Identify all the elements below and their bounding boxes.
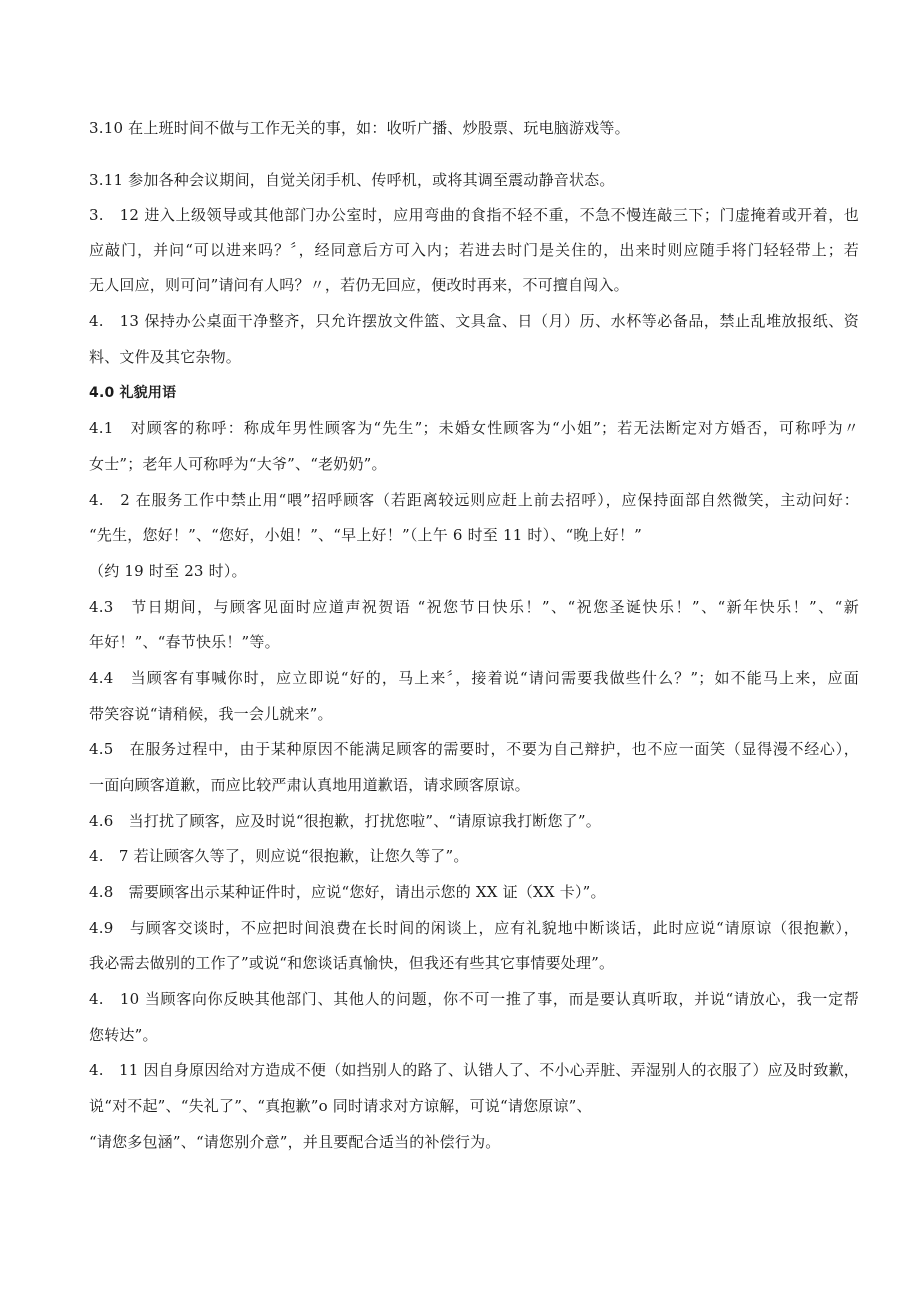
line-4-1-a: 4.1 对顾客的称呼：称成年男性顾客为“先生”；未婚女性顾客为“小姐”；若无法断定对方婚否，可称呼为〃 — [89, 419, 859, 437]
line-4-7: 4. 7 若让顾客久等了，则应说“很抱歉，让您久等了”。 — [89, 847, 469, 865]
line-4-4-a: 4.4 当顾客有事喊你时，应立即说“好的，马上来〞，接着说“请问需要我做些什么？”；如不能马上来，应面 — [89, 669, 859, 687]
line-4-4-b: 带笑容说“请稍候，我一会儿就来”。 — [89, 705, 333, 723]
section-heading: 4.0 礼貌用语 — [89, 385, 177, 401]
line-4-9-b: 我必需去做别的工作了”或说“和您谈话真愉快，但我还有些其它事情要处理”。 — [89, 954, 615, 972]
line-4-6: 4.6 当打扰了顾客，应及时说“很抱歉，打扰您啦”、“请原谅我打断您了”。 — [89, 812, 601, 830]
line-4-2-c: （约 19 时至 23 时）。 — [89, 562, 247, 580]
line-4-13-a: 4. 13 保持办公桌面干净整齐，只允许摆放文件篮、文具盒、日（月）历、水杯等必备品，禁止乱堆放报纸、资 — [89, 312, 859, 330]
line-4-9-a: 4.9 与顾客交谈时，不应把时间浪费在长时间的闲谈上，应有礼貌地中断谈话，此时应说“请原谅（很抱歉）， — [89, 919, 859, 937]
line-3-10: 3.10 在上班时间不做与工作无关的事，如：收听广播、炒股票、玩电脑游戏等。 — [89, 119, 630, 137]
line-4-8: 4.8 需要顾客出示某种证件时，应说“您好，请出示您的 XX 证（XX 卡）”。 — [89, 883, 606, 901]
line-4-11-a: 4. 11 因自身原因给对方造成不便（如挡别人的路了、认错人了、不小心弄脏、弄湿别人的衣服了）应及时致歉， — [89, 1061, 859, 1079]
line-4-1-b: 女士”；老年人可称呼为“大爷”、“老奶奶”。 — [89, 455, 387, 473]
line-4-5-b: 一面向顾客道歉，而应比较严肃认真地用道歉语，请求顾客原谅。 — [89, 776, 530, 794]
line-4-11-c: “请您多包涵”、“请您别介意”，并且要配合适当的补偿行为。 — [89, 1133, 501, 1151]
line-3-12-c: 无人回应，则可问”请问有人吗？〃，若仍无回应，便改时再来，不可擅自闯入。 — [89, 276, 629, 294]
line-4-3-a: 4.3 节日期间，与顾客见面时应道声祝贺语 “祝您节日快乐！”、“祝您圣诞快乐！”、“新年快乐！”、“新 — [89, 598, 859, 616]
line-4-10-a: 4. 10 当顾客向你反映其他部门、其他人的问题，你不可一推了事，而是要认真听取，并说“请放心，我一定帮 — [89, 990, 859, 1008]
line-4-13-b: 料、文件及其它杂物。 — [89, 348, 242, 366]
line-4-2-b: “先生，您好！”、“您好，小姐！”、“早上好！”（上午 6 时至 11 时）、“晚上好！” — [89, 526, 643, 544]
line-4-3-b: 年好！”、“春节快乐！”等。 — [89, 633, 280, 651]
line-3-12-a: 3. 12 进入上级领导或其他部门办公室时，应用弯曲的食指不轻不重，不急不慢连敲三下；门虚掩着或开着，也 — [89, 206, 859, 224]
line-3-12-b: 应敲门，并问“可以进来吗？〞，经同意后方可入内；若进去时门是关住的，出来时则应随手将门轻轻带上；若 — [89, 241, 859, 259]
line-3-11: 3.11 参加各种会议期间，自觉关闭手机、传呼机，或将其调至震动静音状态。 — [89, 171, 615, 189]
line-4-11-b: 说“对不起”、“失礼了”、“真抱歉”o 同时请求对方谅解，可说“请您原谅”、 — [89, 1097, 592, 1115]
line-4-5-a: 4.5 在服务过程中，由于某种原因不能满足顾客的需要时，不要为自己辩护，也不应一面笑（显得漫不经心）， — [89, 740, 859, 758]
line-4-10-b: 您转达”。 — [89, 1026, 158, 1044]
line-4-2-a: 4. 2 在服务工作中禁止用“喂”招呼顾客（若距离较远则应赶上前去招呼），应保持面部自然微笑，主动问好： — [89, 491, 859, 509]
